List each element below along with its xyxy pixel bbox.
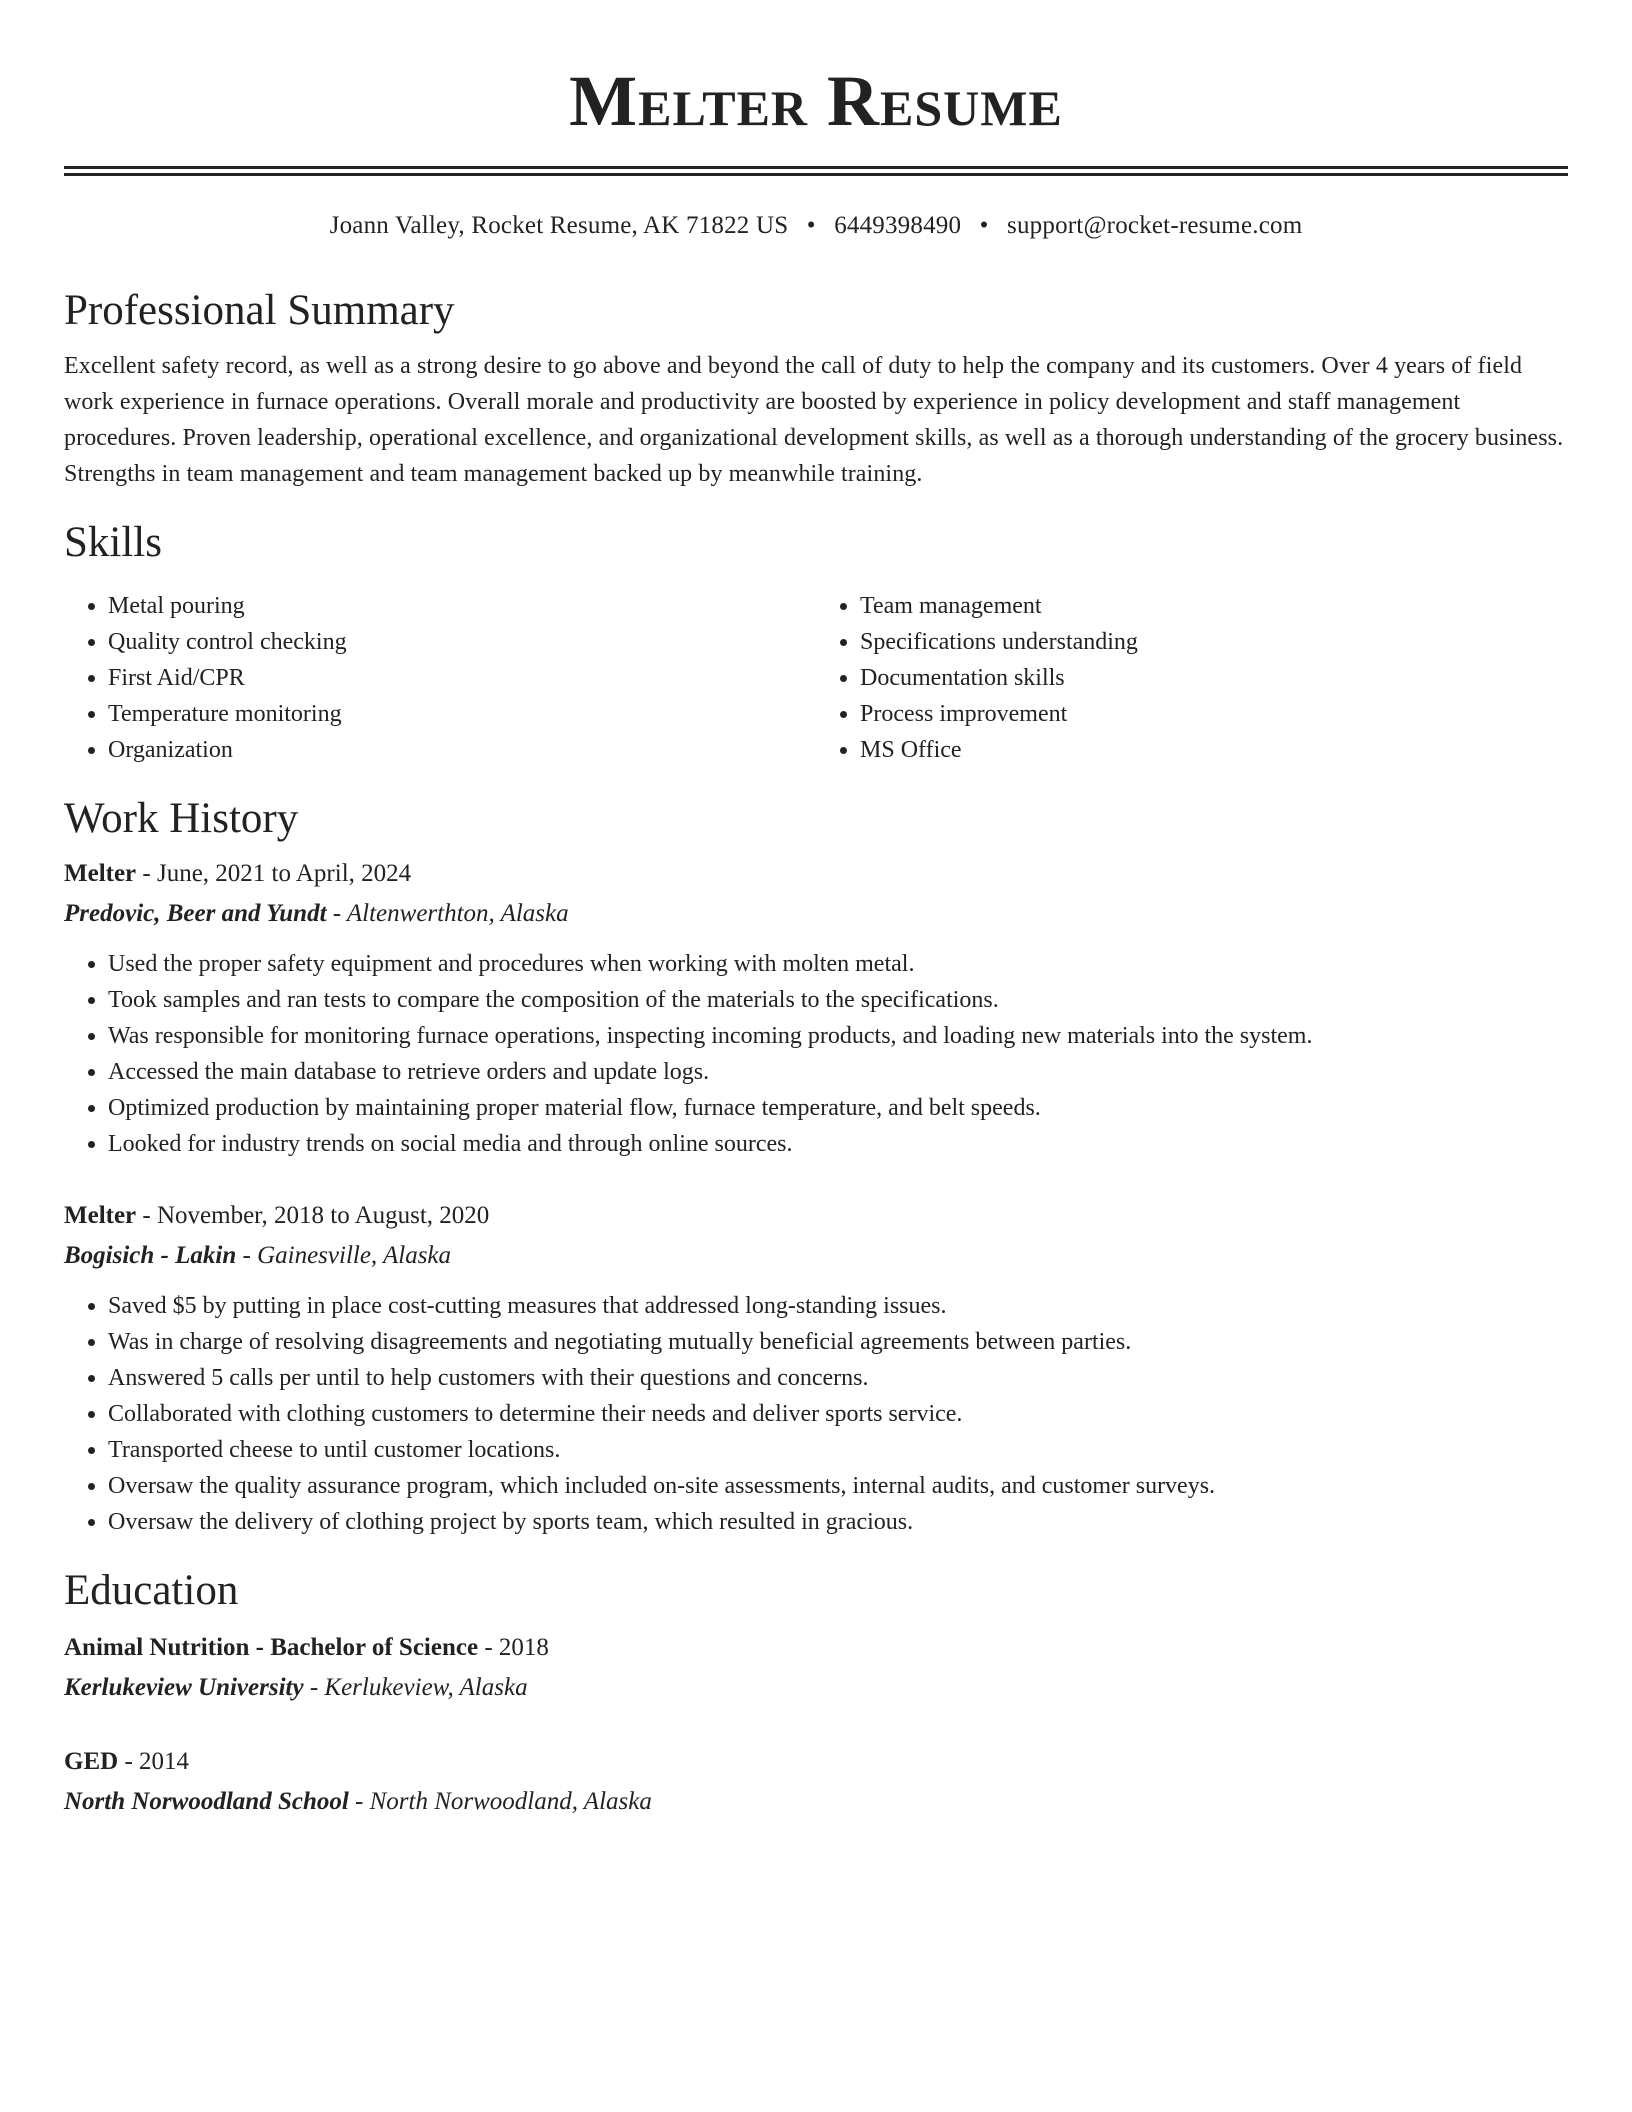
skill-item: • Documentation skills — [860, 660, 1568, 696]
duty-item: • Accessed the main database to retrieve orders and update logs. — [108, 1054, 1568, 1090]
work-history-heading: Work History — [64, 795, 299, 842]
school-location: Kerlukeview, Alaska — [324, 1674, 528, 1701]
degree-line: Animal Nutrition - Bachelor of Science - 2018 — [64, 1634, 549, 1661]
education-entry — [64, 1628, 1568, 1708]
job-company: Bogisich - Lakin — [64, 1242, 237, 1269]
contact-phone: 6449398490 — [834, 212, 962, 239]
degree-line: GED - 2014 — [64, 1748, 190, 1775]
job-company-line: Predovic, Beer and Yundt - Altenwerthton, Alaska — [64, 900, 569, 927]
duty-item: • Collaborated with clothing customers to determine their needs and deliver sports service. — [108, 1396, 1568, 1432]
job-duties-list — [64, 946, 1568, 1162]
job-entry — [64, 1196, 1568, 1540]
school-location: North Norwoodland, Alaska — [369, 1788, 652, 1815]
duty-item: • Answered 5 calls per until to help customers with their questions and concerns. — [108, 1360, 1568, 1396]
skill-item: • Temperature monitoring — [108, 696, 816, 732]
duty-item: • Was in charge of resolving disagreements and negotiating mutually beneficial agreements between parties. — [108, 1324, 1568, 1360]
degree-year: 2014 — [139, 1748, 190, 1775]
skills-columns — [64, 588, 1568, 768]
job-location: Altenwerthton, Alaska — [346, 900, 569, 927]
contact-separator: • — [806, 212, 816, 239]
job-title-line: Melter - June, 2021 to April, 2024 — [64, 860, 412, 887]
job-entry — [64, 854, 1568, 1162]
school-line: North Norwoodland School - North Norwoodland, Alaska — [64, 1788, 652, 1815]
summary-heading: Professional Summary — [64, 287, 455, 334]
job-dates: November, 2018 to August, 2020 — [156, 1202, 490, 1229]
duty-item: • Looked for industry trends on social media and through online sources. — [108, 1126, 1568, 1162]
school-name: Kerlukeview University — [64, 1674, 304, 1701]
skills-list-right — [816, 588, 1568, 768]
skill-item: • First Aid/CPR — [108, 660, 816, 696]
job-dates: June, 2021 to April, 2024 — [156, 860, 412, 887]
job-company: Predovic, Beer and Yundt — [64, 900, 327, 927]
skills-heading: Skills — [64, 519, 162, 566]
skill-item: • Process improvement — [860, 696, 1568, 732]
education-entry — [64, 1742, 1568, 1822]
contact-line — [64, 210, 1568, 242]
duty-item: • Oversaw the quality assurance program, which included on-site assessments, internal audits, and customer surveys. — [108, 1468, 1568, 1504]
duty-item: • Transported cheese to until customer locations. — [108, 1432, 1568, 1468]
job-company-line: Bogisich - Lakin - Gainesville, Alaska — [64, 1242, 452, 1269]
education-heading: Education — [64, 1567, 239, 1614]
skill-item: • Metal pouring — [108, 588, 816, 624]
school-line: Kerlukeview University - Kerlukeview, Alaska — [64, 1674, 528, 1701]
job-location: Gainesville, Alaska — [257, 1242, 452, 1269]
title-double-rule — [64, 166, 1568, 176]
degree-name: Animal Nutrition - Bachelor of Science — [64, 1634, 479, 1661]
duty-item: • Took samples and ran tests to compare the composition of the materials to the specifications. — [108, 982, 1568, 1018]
resume-title: Melter Resume — [569, 61, 1063, 141]
contact-address: Joann Valley, Rocket Resume, AK 71822 US — [329, 212, 789, 239]
skill-item: • MS Office — [860, 732, 1568, 768]
contact-email: support@rocket-resume.com — [1007, 212, 1303, 239]
contact-separator: • — [979, 212, 989, 239]
skills-list-left — [64, 588, 816, 768]
degree-year: 2018 — [498, 1634, 549, 1661]
job-duties-list — [64, 1288, 1568, 1540]
skill-item: • Team management — [860, 588, 1568, 624]
duty-item: • Saved $5 by putting in place cost-cutting measures that addressed long-standing issues. — [108, 1288, 1568, 1324]
skill-item: • Quality control checking — [108, 624, 816, 660]
school-name: North Norwoodland School — [64, 1788, 349, 1815]
duty-item: • Optimized production by maintaining proper material flow, furnace temperature, and belt speeds. — [108, 1090, 1568, 1126]
degree-name: GED — [64, 1748, 119, 1775]
duty-item: • Was responsible for monitoring furnace operations, inspecting incoming products, and loading new materials into the system. — [108, 1018, 1568, 1054]
summary-text: Excellent safety record, as well as a strong desire to go above and beyond the call of duty to help the company and its customers. Over 4 years of field work experience in furnace operations. Overall morale and productivity are boosted by experience in policy development and staff management procedures. Proven leadership, operational excellence, and organizational development skills, as well as a thorough understanding of the grocery business. Strengths in team management and team management backed up by meanwhile training. — [64, 353, 1564, 487]
skill-item: • Organization — [108, 732, 816, 768]
job-title-line: Melter - November, 2018 to August, 2020 — [64, 1202, 490, 1229]
duty-item: • Used the proper safety equipment and procedures when working with molten metal. — [108, 946, 1568, 982]
duty-item: • Oversaw the delivery of clothing project by sports team, which resulted in gracious. — [108, 1504, 1568, 1540]
job-title: Melter — [64, 860, 137, 887]
skill-item: • Specifications understanding — [860, 624, 1568, 660]
job-title: Melter — [64, 1202, 137, 1229]
